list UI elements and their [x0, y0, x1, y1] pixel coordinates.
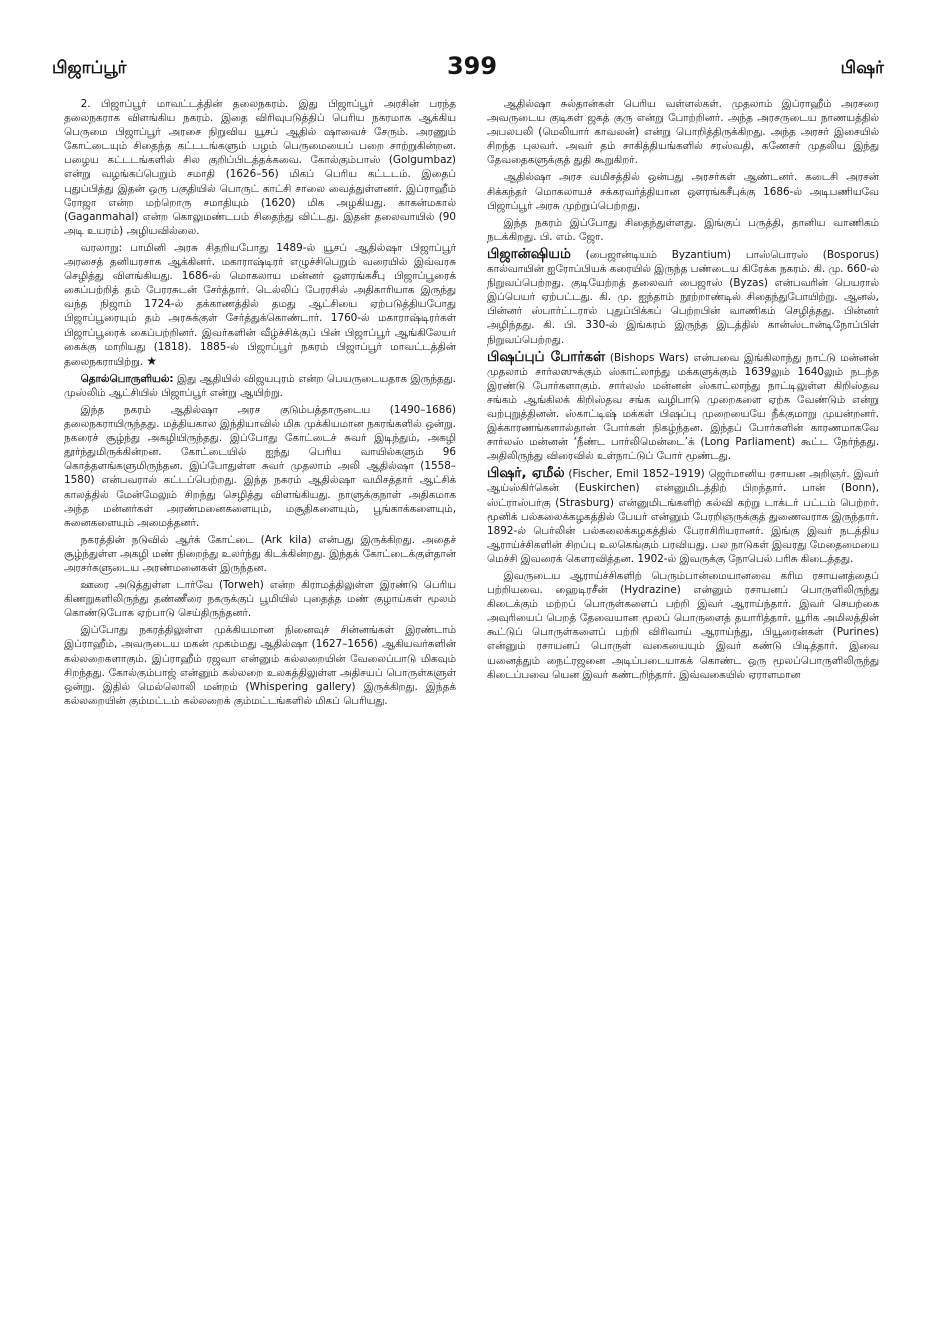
- paragraph: இவருடைய ஆராய்ச்சிகளிற் பெரும்பான்மையானவை கரிம ரசாயனத்தைப் பற்றியவை. ஹைடிரசீன் (Hydrazine) என்னும் ரசாயனப் பொருளிலிருந்து கிடைக்கும் மற்றப் பொருள்களைப் பற்றி இவர் ஆராய்ந்தார். இவர் செயற்கை அவுரியைப் பெறத் தேவையான மூலப் பொருளைத் தயாரித்தார். யூரிக அமிலத்தின் கூட்டுப் பொருள்களைப் பற்றி விரிவாய் ஆராய்ந்து, பியூரைன்கள் (Purines) என்னும் ரசாயனப் பொருள் வகையையும் இவர் கண்டு பிடித்தார். இவை யனைத்தும் நைட்ரஜனை அடிப்படையாகக் கொண்ட ஒரு மூலப்பொருளிலிருந்து கிடைப்பவை யென இவர் கண்டறிந்தார். இவ்வகையில் ஏராளமான: [487, 570, 879, 681]
- right-column: [487, 97, 879, 1307]
- entry-headword: பிஜான்ஷியம்: [487, 245, 571, 262]
- entry-text: (Fischer, Emil 1852–1919) ஜெர்மானிய ரசாயன அறிஞர். இவர் ஆய்ஸ்கிர்கென் (Euskirchen) என்னுமிடத்திற் பிறந்தார். பான் (Bonn), ஸ்ட்ராஸ்பர்கு (Strasburg) என்னுமிடங்களிற் கல்வி கற்று டாக்டர் பட்டம் பெற்றர். மூனிக் பல்கலைக்கழகத்தில் பேயர் என்னும் பேரறிஞருக்குத் துணைவராக இருந்தார். 1892-ல் பெர்லின் பல்கலைக்கழகத்தில் பேராசிரியரானர். இங்கு இவர் நடத்திய ஆராய்ச்சிகளின் சிறப்பு உலகெங்கும் பரவியது. பல நாடுகள் இவரது மேதைமையை மெச்சி இவரைக் கௌரவித்தன. 1902-ல் இவருக்கு நோபெல் பரிசு கிடைத்தது.: [487, 468, 879, 565]
- paragraph-text: இது ஆதியில் விஜயபுரம் என்ற பெயருடையதாக இருந்தது. முஸ்லிம் ஆட்சியில் பிஜாப்பூர் என்று ஆயிற்று.: [64, 372, 456, 399]
- section-label: தொல்பொருளியல்:: [80, 372, 174, 385]
- paragraph: இப்போது நகரத்திலுள்ள முக்கியமான நினைவுச் சின்னங்கள் இரண்டாம் இப்ராஹீம், அவருடைய மகன் முகம்மது ஆதில்ஷா (1627–1656) ஆகியவர்களின் கல்லறைகளாகும். இப்ராஹீம் ரஜவா என்னும் கல்லறையின் வேலைப்பாடு மிகவும் சிறந்தது. கோல்கும்பாஜ் என்னும் கல்லறை உலகத்திலுள்ள அதிசயப் பொருள்களுள் ஒன்று. இதில் மெல்லொலி மன்றம் (Whispering gallery) இருக்கிறது. இந்தக் கல்லறையின் கும்மட்டம் கல்லறைக் கும்மட்டங்களில் மிகப் பெரியது.: [64, 624, 456, 707]
- page-number: 399: [446, 52, 498, 80]
- entry-byzantium: [487, 247, 879, 347]
- entry-headword: பிஷர், ஏமீல்: [487, 465, 565, 482]
- paragraph: ஆதில்ஷா அரச வமிசத்தில் ஒன்பது அரசர்கள் ஆண்டனர். கடைசி அரசன் சிக்கந்தர் மொகலாயச் சக்கரவர்த்தியான ஔரங்கசீபுக்கு 1686-ல் அடிபணியவே பிஜாப்பூர் அரசு முற்றுப்பெற்றது.: [487, 171, 879, 212]
- paragraph: [64, 241, 456, 369]
- paragraph: [64, 372, 456, 400]
- paragraph: இந்த நகரம் இப்போது சிதைந்துள்ளது. இங்குப் பருத்தி, தானிய வாணிகம் நடக்கிறது. பி. எம். ஜோ.: [487, 216, 879, 243]
- entry-text: (Bishops Wars) என்பவை இங்கிலாந்து நாட்டு மன்னன் முதலாம் சார்லஸுக்கும் ஸ்காட்லாந்து மக்களுக்கும் 1639லும் 1640லும் நடந்த இரண்டு போர்களாகும். சார்லஸ் மன்னன் ஸ்காட்லாந்து நாட்டிலுள்ள கிறிஸ்தவ சங்கம் ஆங்கிலக் கிறிஸ்தவ சங்க வழிபாடு முறைகளை ஏற்க வேண்டும் என்று வற்புறுத்தினன். ஸ்காட்டிஷ் மக்கள் பிஷப்பு முறையையே நீக்குமாறு முயன்றனர். இக்காரணங்களால்தான் போர்கள் நிகழ்ந்தன. இந்தப் போர்களின் காரணமாகவே சார்லஸ் மன்னன் ‘நீண்ட பார்லிமென்டை’க் (Long Parliament) கூட்ட நேர்ந்தது. அதிலிருந்து விரைவில் உள்நாட்டுப் போர் மூண்டது.: [487, 351, 879, 463]
- paragraph: ஆதில்ஷா சுல்தான்கள் பெரிய வள்ளல்கள். முதலாம் இப்ராஹீம் அரசரை அவருடைய குடிகள் ஜகத் குரு என்று போற்றினர். அந்த அரசருடைய நாணயத்தில் அபலபலி (மெலியார் காவலன்) என்று பொறித்திருக்கிறது. அந்த அரசர் இசையில் சிறந்த புலவர். அவர் தம் சாகித்தியங்களில் சரஸ்வதி, கணேசர் முதலிய இந்து தேவதைகளுக்குத் துதி கூறுகிறர்.: [487, 98, 879, 167]
- left-column: [64, 97, 456, 1307]
- entry-fischer-emil: [487, 466, 879, 566]
- running-head-right: பிஷர்: [840, 58, 884, 78]
- star-icon: ★: [146, 353, 158, 368]
- page-header: [0, 0, 944, 80]
- paragraph: 2. பிஜாப்பூர் மாவட்டத்தின் தலைநகரம். இது பிஜாப்பூர் அரசின் பரந்த தலைநகராக விளங்கிய நகரம். இதை விரிவுபடுத்திப் பெரிய நகரமாக ஆக்கிய பெருமை பிஜாப்பூர் அரசை நிறுவிய யூசப் ஆதில் ஷாவைச் சேரும். அரணும் கோட்டையும் சிதைந்த கட்டடங்களும் பழம் பெருமையைப் பறை சாற்றுகின்றன. பழைய கட்டடங்களில் சில குறிப்பிடத்தக்கவை. கோல்கும்பாஸ் (Golgumbaz) என்று வழங்கப்பெறும் சமாதி (1626–56) மிகப் பெரிய கட்டடம். இதைப் புதுப்பித்து இதன் ஒரு பகுதியில் பொருட் காட்சி சாலை வைத்துள்ளனர். இப்ராஹீம் ரோஜா என்ற மற்றொரு சமாதியும் (1620) மிக அழகியது. காகன்மகால் (Gaganmahal) என்ற கொலுமண்டபம் சிதைந்து விட்டது. இதன் தலைவாயில் (90 அடி உயரம்) அழியவில்லை.: [64, 98, 456, 237]
- paragraph: நகரத்தின் நடுவில் ஆர்க் கோட்டை (Ark kila) என்பது இருக்கிறது. அதைச் சூழ்ந்துள்ள அகழி மண் நிறைந்து உலர்ந்து கிடக்கின்றது. இந்தக் கோட்டைக்குள்தான் அரசர்களுடைய அரண்மனைகள் இருந்தன.: [64, 533, 456, 574]
- running-head-left: பிஜாப்பூர்: [52, 58, 127, 78]
- entry-headword: பிஷப்புப் போர்கள்: [487, 348, 606, 365]
- paragraph: ஊரை அடுத்துள்ள டார்வே (Torweh) என்ற கிராமத்திலுள்ள இரண்டு பெரிய கிணறுகளிலிருந்து தண்ணீரை நகருக்குப் பூமியில் புதைத்த மண் குழாய்கள் மூலம் கொண்டுபோக ஏற்பாடு செய்திருந்தனர்.: [64, 579, 456, 620]
- paragraph: இந்த நகரம் ஆதில்ஷா அரச குடும்பத்தாருடைய (1490–1686) தலைநகராயிருந்தது. மத்தியகால இந்தியாவில் மிக முக்கியமான நகரங்களில் ஒன்று. நகரைச் சூழ்ந்து அகழியிருந்தது. இப்போது கோட்டைச் சுவர் இடிந்தும், அகழி தூர்ந்துமிருக்கின்றன. கோட்டையில் ஐந்து பெரிய வாயில்களும் 96 கொத்தளங்களுமிருந்தன. இப்போதுள்ள சுவர் முதலாம் அலி ஆதில்ஷா (1558–1580) என்பவரால் கட்டப்பெற்றது. இந்த நகரம் ஆதில்ஷா வமிசத்தார் ஆட்சிக் காலத்தில் மேன்மேலும் சிறந்து செழித்து விளங்கியது. நாளுக்குநாள் அதிகமாக அந்த மன்னர்கள் அரண்மனைகளையும், மசூதிகளையும், பூங்காக்களையும், சுனைகளையும் அமைத்தனர்.: [64, 403, 456, 529]
- entry-text: (பைஜான்டியம் Byzantium) பாஸ்பொரஸ் (Bosporus) கால்வாயின் ஐரோப்பியக் கரையில் இருந்த பண்டைய கிரேக்க நகரம். கி. மு. 660-ல் நிறுவப்பெற்றது. குடியேற்றத் தலைவர் பைஜாஸ் (Byzas) என்பவரின் பெயரால் இப்பெயர் ஏற்பட்டது. கி. மு. ஐந்தாம் நூற்றாண்டில் சிதைந்துபோயிற்று. ஆனல், பின்னர் ஸ்பார்ட்டரால் புதுப்பிக்கப் பெற்றபின் வாணிகம் செழித்தது. பின்னர் அழிந்தது. கி. பி. 330-ல் இங்கரம் இருந்த இடத்தில் கான்ஸ்டான்டிநோப்பிள் நிறுவப்பெற்றது.: [487, 248, 879, 346]
- entry-bishops-wars: [487, 350, 879, 464]
- history-text: வரலாறு: பாமினி அரசு சிதறியபோது 1489-ல் யூசப் ஆதில்ஷா பிஜாப்பூர் அரசைத் தனியரசாக ஆக்கினர். மகாராஷ்டிரர் எழுச்சிபெறும் வரையில் இவ்வரசு செழித்து விளங்கியது. 1686-ல் மொகலாய மன்னர் ஔரங்கசீபு பிஜாப்பூரைக் கைப்பற்றித் தம் பேரரசுடன் சேர்த்தார். டெல்லிப் பேரரசில் அதிகாரியாக இருந்து வந்த நிஜாம் 1724-ல் தக்காணத்தில் தமது ஆட்சியை ஏற்படுத்தியபோது பிஜாப்பூரையும் தம் அரசுக்குள் சேர்த்துக்கொண்டார். 1760-ல் மகாராஷ்டிரர்கள் பிஜாப்பூரைக் கைப்பற்றினர். இவர்களின் வீழ்ச்சிக்குப் பின் பிஜாப்பூர் ஆங்கிலேயர் கைக்கு மாறியது (1818). 1885-ல் பிஜாப்பூர் நகரம் பிஜாப்பூர் மாவட்டத்தின் தலைநகராயிற்று.: [64, 241, 456, 368]
